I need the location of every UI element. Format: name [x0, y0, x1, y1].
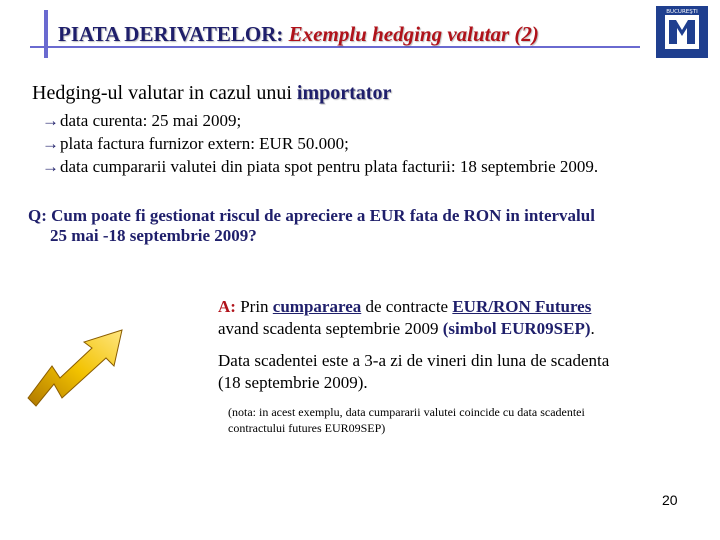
rising-arrow-icon [22, 318, 150, 410]
arrow-right-icon: → [42, 111, 59, 130]
answer-label: A: [218, 297, 236, 316]
bullet-item: →data curenta: 25 mai 2009; [42, 111, 242, 130]
accent-vertical-line [44, 10, 48, 58]
question-block [28, 206, 595, 246]
arrow-right-icon: → [42, 157, 59, 176]
arrow-right-icon: → [42, 134, 59, 153]
university-logo-icon [656, 6, 708, 58]
heading-emphasis: importator [296, 82, 392, 104]
section-heading: Hedging-ul valutar in cazul unui importator [32, 82, 392, 104]
svg-text:BUCUREŞTI: BUCUREŞTI [666, 9, 698, 15]
title-subtitle: Exemplu hedging valutar (2) [288, 22, 539, 46]
answer-block: A: Prin cumpararea de contracte EUR/RON Futures avand scadenta septembrie 2009 (simbol EUR09SEP). [218, 297, 595, 338]
question-text: Cum poate fi gestionat riscul de apreciere a EUR fata de RON in intervalul [51, 206, 595, 225]
footnote: (nota: in acest exemplu, data cumpararii valutei coincide cu data scadentei contractului futures EUR09SEP) [228, 405, 585, 435]
question-label: Q: [28, 206, 47, 225]
bullet-item: →plata factura furnizor extern: EUR 50.000; [42, 134, 349, 153]
question-text-line2: 25 mai -18 septembrie 2009? [50, 226, 257, 245]
slide-title [58, 22, 539, 47]
title-main: PIATA DERIVATELOR: [58, 22, 284, 46]
page-number: 20 [662, 492, 678, 508]
maturity-text: Data scadentei este a 3-a zi de vineri din luna de scadenta (18 septembrie 2009). [218, 351, 610, 392]
bullet-item: →data cumpararii valutei din piata spot pentru plata facturii: 18 septembrie 2009. [42, 157, 599, 176]
